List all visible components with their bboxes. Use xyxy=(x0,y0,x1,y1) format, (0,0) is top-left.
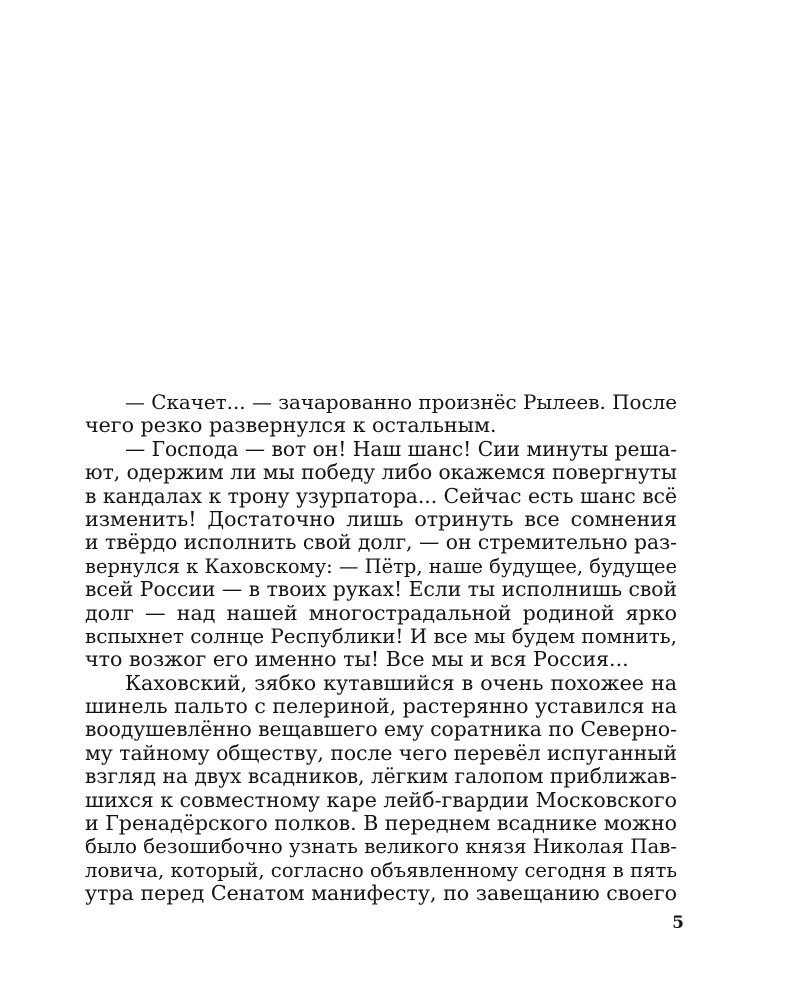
text-line: му тайному обществу, после чего перевёл испуганный xyxy=(85,740,677,765)
text-line: чего резко развернулся к остальным. xyxy=(85,413,497,438)
text-line: воодушевлённо вещавшего ему соратника по Северно- xyxy=(85,717,677,742)
text-line: долг — над нашей многострадальной родиной ярко xyxy=(85,600,677,625)
text-line: изменить! Достаточно лишь отринуть все сомнения xyxy=(85,506,677,531)
text-line: утра перед Сенатом манифесту, по завещанию своего xyxy=(85,881,677,906)
body-text xyxy=(85,391,677,906)
text-line: шихся к совместному каре лейб-гвардии Московского xyxy=(85,787,677,812)
text-line: ловича, который, согласно объявленному сегодня в пять xyxy=(85,858,677,882)
text-line: Каховский, зябко кутавшийся в очень похожее на xyxy=(125,670,677,695)
page-number: 5 xyxy=(672,913,684,933)
text-line: — Скачет... — зачарованно произнёс Рылеев. После xyxy=(125,391,677,414)
text-line: взгляд на двух всадников, лёгким галопом приближав- xyxy=(85,764,677,789)
text-line: шинель пальто с пелериной, растерянно уставился на xyxy=(85,694,677,719)
text-line: — Господа — вот он! Наш шанс! Сии минуты реша- xyxy=(125,436,678,461)
text-line: в кандалах к трону узурпатора... Сейчас есть шанс всё xyxy=(85,483,677,508)
text-line: всей России — в твоих руках! Если ты исполнишь свой xyxy=(85,577,677,602)
text-line: вспыхнет солнце Республики! И все мы будем помнить, xyxy=(85,623,678,648)
text-line: было безошибочно узнать великого князя Николая Пав- xyxy=(85,835,677,859)
text-line: ют, одержим ли мы победу либо окажемся повергнуты xyxy=(85,460,677,485)
text-line: что возжог его именно ты! Все мы и вся Россия... xyxy=(85,647,629,672)
text-line: вернулся к Каховскому: — Пётр, наше будущее, будущее xyxy=(85,554,677,578)
text-line: и твёрдо исполнить свой долг, — он стремительно раз- xyxy=(85,530,677,555)
text-line: и Гренадёрского полков. В переднем всаднике можно xyxy=(85,811,677,836)
